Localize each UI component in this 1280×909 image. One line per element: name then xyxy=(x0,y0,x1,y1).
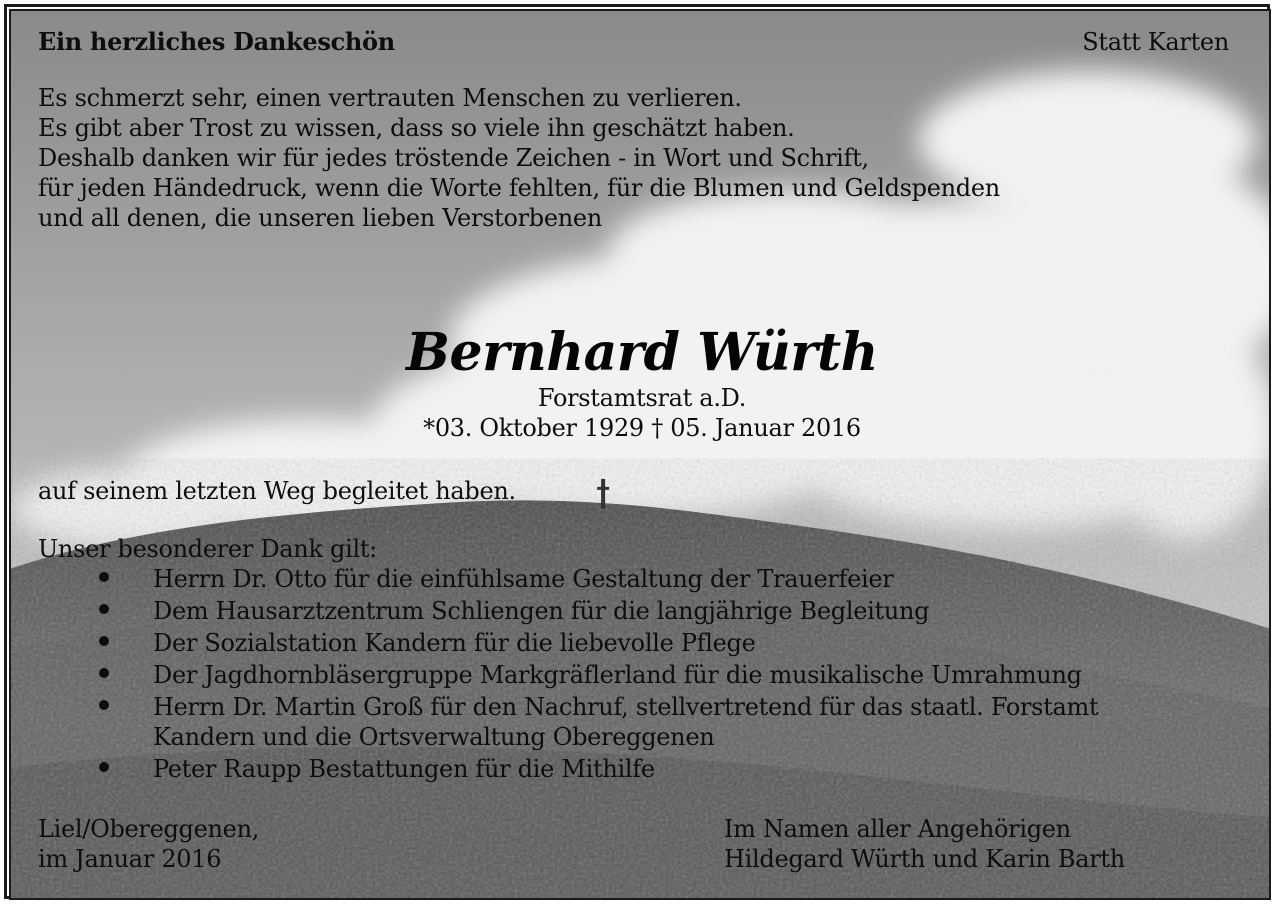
intro-line-1: Es schmerzt sehr, einen vertrauten Menschen zu verlieren. xyxy=(38,84,742,112)
deceased-dates: *03. Oktober 1929 † 05. Januar 2016 xyxy=(423,414,861,442)
footer-on-behalf: Im Namen aller Angehörigen xyxy=(724,815,1071,843)
bullet-icon xyxy=(99,604,109,614)
intro-line-3: Deshalb danken wir für jedes tröstende Zeichen - in Wort und Schrift, xyxy=(38,144,869,172)
footer-place: Liel/Obereggenen, xyxy=(38,815,260,843)
thanks-item-4: Der Jagdhornbläsergruppe Markgräflerland für die musikalische Umrahmung xyxy=(153,661,1082,689)
bullet-icon xyxy=(99,762,109,772)
thanks-item-3: Der Sozialstation Kandern für die liebevolle Pflege xyxy=(153,629,756,657)
greeting-heading: Ein herzliches Dankeschön xyxy=(38,27,395,56)
thanks-item-2: Dem Hausarztzentrum Schliengen für die langjährige Begleitung xyxy=(153,597,930,625)
bullet-icon xyxy=(99,572,109,582)
bullet-icon xyxy=(99,636,109,646)
header-note: Statt Karten xyxy=(1082,28,1229,56)
bullet-icon xyxy=(99,700,109,710)
deceased-title: Forstamtsrat a.D. xyxy=(537,384,747,412)
card xyxy=(9,9,1271,900)
intro-line-4: für jeden Händedruck, wenn die Worte fehlten, für die Blumen und Geldspenden xyxy=(38,174,1000,202)
thanks-item-5-line-2: Kandern und die Ortsverwaltung Obereggenen xyxy=(153,723,715,751)
thanks-item-1: Herrn Dr. Otto für die einfühlsame Gestaltung der Trauerfeier xyxy=(153,565,894,593)
footer-date: im Januar 2016 xyxy=(38,845,222,873)
bullet-icon xyxy=(99,668,109,678)
intro-line-2: Es gibt aber Trost zu wissen, dass so viele ihn geschätzt haben. xyxy=(38,114,795,142)
thanks-item-5-line-1: Herrn Dr. Martin Groß für den Nachruf, stellvertretend für das staatl. Forstamt xyxy=(153,693,1099,721)
intro-line-5: und all denen, die unseren lieben Verstorbenen xyxy=(38,204,602,232)
deceased-name: Bernhard Würth xyxy=(406,322,878,383)
thanks-heading: Unser besonderer Dank gilt: xyxy=(38,535,377,563)
thanks-item-6: Peter Raupp Bestattungen für die Mithilfe xyxy=(153,755,655,783)
continuation-text: auf seinem letzten Weg begleitet haben. xyxy=(38,477,516,505)
footer-signers: Hildegard Würth und Karin Barth xyxy=(724,845,1125,873)
